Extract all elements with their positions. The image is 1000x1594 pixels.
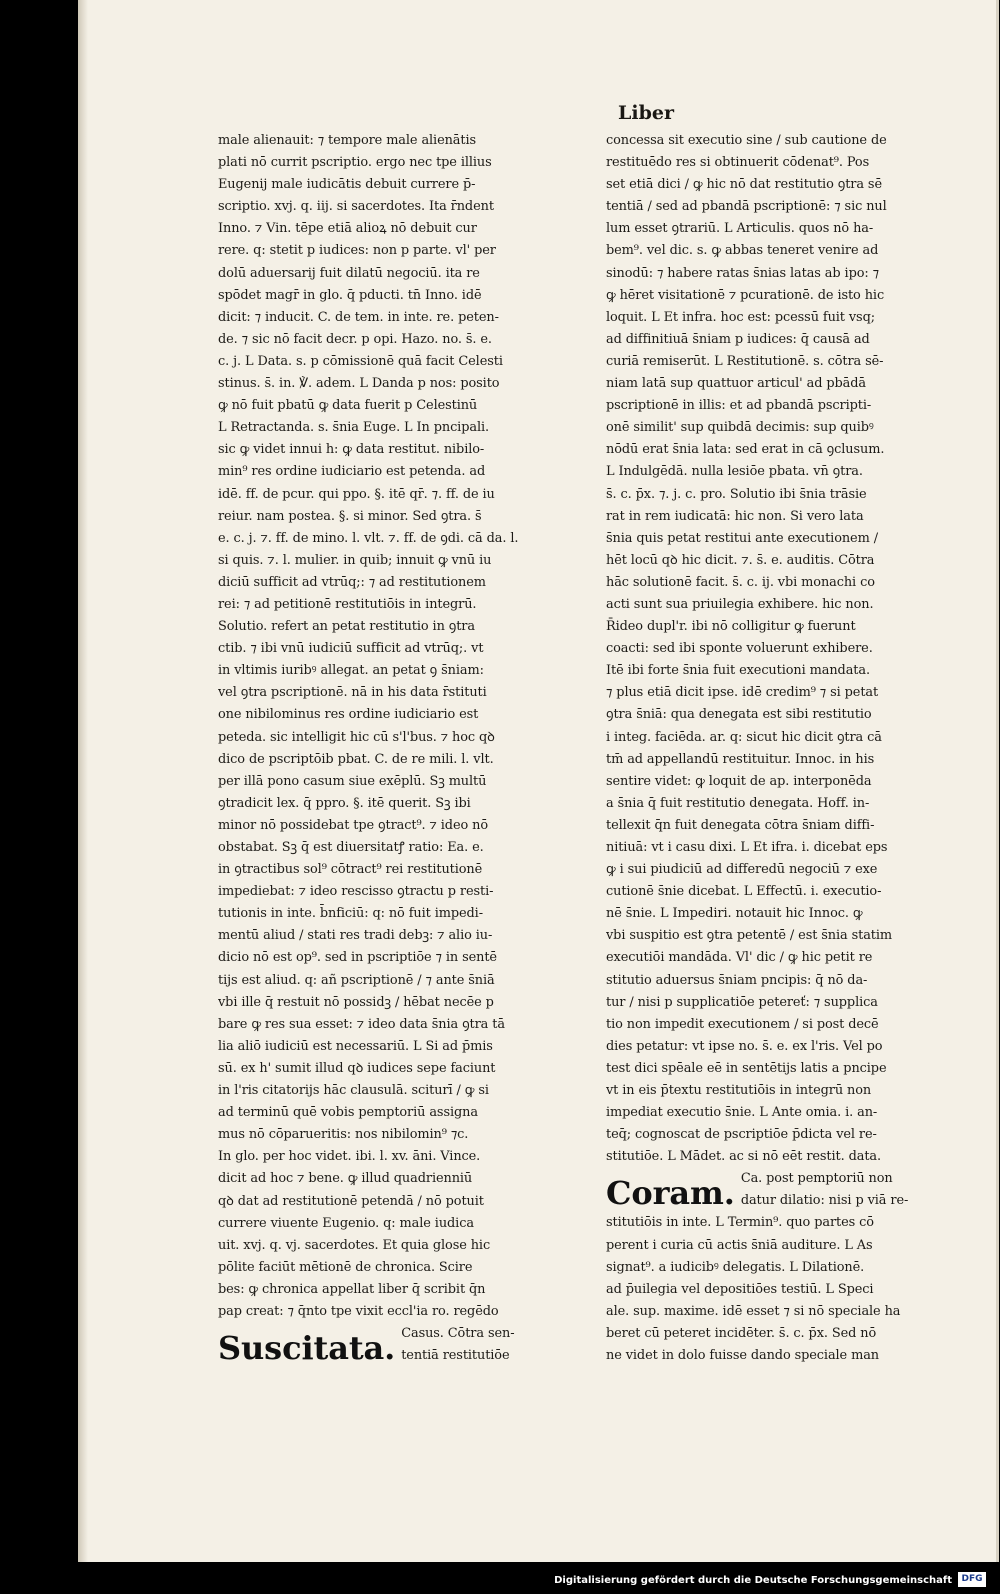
text-line: restituēdo res si obtinuerit cōdenat⁹. Pos [606,155,870,171]
text-line: plati nō currit pscriptio. ergo nec tpe illius [218,155,492,171]
page-gutter-shadow [78,0,88,1562]
text-line: cutionē s̄nie dicebat. L Effectū. i. executio- [606,884,882,900]
text-line: s̄. c. p̄x. ⁊. j. c. pro. Solutio ibi s̄nia trāsie [606,486,867,502]
text-line: ale. sup. maxime. idē esset ⁊ si nō speciale ha [606,1303,901,1319]
text-line: ꝙ hēret visitationē ⁊ pcurationē. de isto hic [606,287,885,303]
text-line: tijs est aliud. q: añ pscriptionē / ⁊ ante s̄niā [218,972,495,988]
right-text-column [606,130,951,1367]
text-line: ꝯtra s̄niā: qua denegata est sibi restitutio [606,707,872,723]
text-line: currere viuente Eugenio. q: male iudica [218,1215,474,1231]
text-line: de. ⁊ sic nō facit decr. p opi. Hazo. no. s̄. e. [218,331,492,347]
text-line: stitutiōe. L Mādet. ac si nō eēt restit. data. [606,1149,882,1165]
text-line: tutionis in inte. b̄nficiū: q: nō fuit impedi- [218,906,483,922]
text-line: dicit: ⁊ inducit. C. de tem. in inte. re. peten- [218,309,499,325]
text-line: ꝙ nō fuit pbatū ꝙ data fuerit p Celestinū [218,398,478,414]
text-line: sentire videt: ꝙ loquit de ap. interponēda [606,773,872,789]
dfg-logo: DFG [958,1572,986,1587]
text-line: ctib. ⁊ ibi vnū iudiciū sufficit ad vtrūq;. vt [218,641,484,657]
text-line: ad terminū quē vobis pemptoriū assigna [218,1105,478,1121]
text-line: stinus. s̄. in. ℣. adem. L Danda p nos: posito [218,376,500,392]
decorated-initial-row [218,1323,543,1367]
text-line: Solutio. refert an petat restitutio in ꝯtra [218,619,475,635]
initial-side-text [741,1168,908,1212]
text-line: idē. ff. de pcur. qui ppo. §. itē qr̄. ⁊. ff. de iu [218,486,495,502]
text-line: ⁊ plus etiā dicit ipse. idē credim⁹ ⁊ si petat [606,685,879,701]
book-page [78,0,999,1562]
text-line: sinodū: ⁊ habere ratas s̄nias latas ab ipo: ⁊ [606,265,879,281]
text-line: in l'ris citatorijs hāc clausulā. sciturī / ꝙ si [218,1083,489,1099]
text-line: R̄ideo dupl'r. ibi nō colligitur ꝙ fuerunt [606,619,856,635]
text-line: tio non impedit executionem / si post decē [606,1016,879,1032]
text-line: vt in eis p̄textu restitutiōis in integrū non [606,1083,872,1099]
text-line: pap creat: ⁊ q̄nto tpe vixit eccl'ia ro. regēdo [218,1303,499,1319]
text-line: hāc solutionē facit. s̄. c. ij. vbi monachi co [606,574,875,590]
decorated-initial-row [606,1168,951,1212]
text-line: bare ꝙ res sua esset: ⁊ ideo data s̄nia ꝯtra tā [218,1016,505,1032]
text-line: lia aliō iudiciū est necessariū. L Si ad p̄mis [218,1038,493,1054]
text-line: beret cū peteret incidēter. s̄. c. p̄x. Sed nō [606,1325,877,1341]
text-line: signat⁹. a iudicibꝰ delegatis. L Dilationē. [606,1259,865,1275]
text-line: niam latā sup quattuor articul' ad pbādā [606,376,866,392]
text-line: minor nō possidebat tpe ꝯtract⁹. ⁊ ideo nō [218,817,489,833]
text-line: c. j. L Data. s. p cōmissionē quā facit Celesti [218,353,503,369]
text-line: mentū aliud / stati res tradi debꝫ: ⁊ alio iu- [218,928,493,944]
text-line: acti sunt sua priuilegia exhibere. hic non. [606,596,874,612]
text-line: dolū aduersarij fuit dilatū negociū. ita re [218,265,480,281]
text-line: coacti: sed ibi sponte voluerunt exhibere. [606,641,873,657]
text-line: dicio nō est op⁹. sed in pscriptiōe ⁊ in sentē [218,950,497,966]
text-line: pōlite faciūt mētionē de chronica. Scire [218,1259,473,1275]
text-line: bes: ꝙ chronica appellat liber q̄ scribit q̄n [218,1281,486,1297]
text-line: L Indulgēdā. nulla lesiōe pbata. vn̄ ꝯtra. [606,464,863,480]
text-line: a s̄nia q̄ fuit restitutio denegata. Hoff. in- [606,795,870,811]
text-line: rei: ⁊ ad petitionē restitutiōis in integrū. [218,596,477,612]
text-line: tm̄ ad appellandū restituitur. Innoc. in his [606,751,875,767]
text-line: rere. q: stetit p iudices: non p parte. vl' per [218,243,496,259]
text-line: i integ. faciēda. ar. q: sicut hic dicit ꝯtra cā [606,729,882,745]
text-line: vbi ille q̄ restuit nō possidꝫ / hēbat necēe p [218,994,494,1010]
text-line: sic ꝙ videt innui h: ꝙ data restitut. nibilo- [218,442,485,458]
initial-side-text [401,1323,514,1367]
text-line: onē similit' sup quibdā decimis: sup quibꝰ [606,420,874,436]
text-line: si quis. ⁊. l. mulier. in quib; innuit ꝙ vnū iu [218,552,492,568]
text-line: datur dilatio: nisi p viā re- [740,1193,909,1209]
text-line: pscriptionē in illis: et ad pbandā pscripti- [606,398,872,414]
text-line: nōdū erat s̄nia lata: sed erat in cā ꝯclusum. [606,442,885,458]
text-line: s̄nia quis petat restitui ante executionem / [606,530,878,546]
text-line: stitutio aduersus s̄niam pncipis: q̄ nō da- [606,972,868,988]
digitization-footer [0,1566,1000,1594]
text-line: nē s̄nie. L Impediri. notauit hic Innoc. ꝙ [606,906,863,922]
text-line: loquit. L Et infra. hoc est: pcessū fuit vsq; [606,309,875,325]
text-line: tentiā / sed ad pbandā pscriptionē: ⁊ sic nul [606,199,887,215]
text-line: obstabat. Sꝫ q̄ est diuersitatꝭ ratio: Ea. e. [218,840,484,855]
text-line: one nibilominus res ordine iudiciario est [218,707,479,723]
text-line: in vltimis iuribꝰ allegat. an petat ꝯ s̄niam: [218,663,484,679]
text-line: vel ꝯtra pscriptionē. nā in his data r̄stituti [218,685,487,701]
text-line: curiā remiserūt. L Restitutionē. s. cōtra sē- [606,353,884,369]
footer-credit: Digitalisierung gefördert durch die Deutsche Forschungsgemeinschaft [554,1574,952,1586]
text-line: stitutiōis in inte. L Termin⁹. quo partes cō [606,1215,874,1231]
text-line: lum esset ꝯtrariū. L Articulis. quos nō ha- [606,221,874,237]
text-line: Casus. Cōtra sen- [401,1326,515,1342]
text-line: concessa sit executio sine / sub cautione de [606,133,887,148]
text-line: ad diffinitiuā s̄niam p iudices: q̄ causā ad [606,331,870,347]
text-line: impediebat: ⁊ ideo rescisso ꝯtractu p resti- [218,884,494,900]
text-line: min⁹ res ordine iudiciario est petenda. ad [218,464,486,480]
text-line: diciū sufficit ad vtrūq;: ⁊ ad restitutionem [218,574,486,590]
text-line: impediat executio s̄nie. L Ante omia. i. an- [606,1105,878,1121]
text-line: teq̄; cognoscat de pscriptiōe p̄dicta vel re- [606,1127,877,1143]
text-line: mus nō cōparueritis: nos nibilomin⁹ ⁊c. [218,1127,469,1143]
text-line: male alienauit: ⁊ tempore male alienātis [218,133,477,148]
text-line: Ca. post pemptoriū non [740,1171,893,1187]
text-line: ꝙ i sui piudiciū ad differedū negociū ⁊ exe [606,862,878,878]
text-line: scriptio. xvj. q. iij. si sacerdotes. Ita r̄ndent [218,199,494,215]
text-line: tur / nisi p supplicatiōe petereť: ⁊ supplica [606,994,878,1010]
left-text-column [218,130,543,1367]
running-header: Liber [618,102,674,124]
text-line: Inno. ⁊ Vin. tēpe etiā alioꝝ nō debuit cur [218,221,477,237]
text-line: e. c. j. ⁊. ff. de mino. l. vlt. ⁊. ff. de ꝯdi. cā da. l. [218,530,519,546]
text-line: sū. ex h' sumit illud qꝺ iudices sepe faciunt [218,1060,496,1076]
text-line: bem⁹. vel dic. s. ꝙ abbas teneret venire ad [606,243,879,259]
text-line: qꝺ dat ad restitutionē petendā / nō potuit [218,1193,484,1209]
text-line: dicit ad hoc ⁊ bene. ꝙ illud quadrienniū [218,1171,473,1187]
text-line: dies petatur: vt ipse no. s̄. e. ex l'ris. Vel po [606,1038,883,1054]
text-line: dico de pscriptōib pbat. C. de re mili. l. vlt. [218,751,494,767]
text-line: ꝯtradicit lex. q̄ ppro. §. itē querit. Sꝫ ibi [218,795,471,811]
text-line: in ꝯtractibus sol⁹ cōtract⁹ rei restitutionē [218,862,483,878]
text-line: set etiā dici / ꝙ hic nō dat restitutio ꝯtra sē [606,177,882,193]
decorated-initial: Suscitata. [218,1329,396,1368]
text-line: per illā pono casum siue exēplū. Sꝫ multū [218,773,487,789]
text-line: reiur. nam postea. §. si minor. Sed ꝯtra. s̄ [218,508,482,524]
text-line: L Retractanda. s. s̄nia Euge. L In pncipali. [218,420,489,436]
text-line: ne videt in dolo fuisse dando speciale man [606,1347,879,1363]
text-line: spōdet magr̄ in glo. q̄ pducti. tn̄ Inno. idē [218,287,482,303]
text-line: Itē ibi forte s̄nia fuit executioni mandata. [606,663,870,679]
text-line: tentiā restitutiōe [401,1348,510,1364]
text-line: vbi suspitio est ꝯtra petentē / est s̄nia statim [606,928,893,944]
text-line: In glo. per hoc videt. ibi. l. xv. āni. Vince. [218,1149,481,1165]
text-line: perent i curia cū actis s̄niā auditure. L As [606,1237,873,1253]
text-line: Eugenij male iudicātis debuit currere p̄- [218,177,476,193]
text-line: ad p̄uilegia vel depositiōes testiū. L Speci [606,1281,874,1297]
text-line: test dici spēale eē in sentētijs latis a pncipe [606,1060,887,1076]
text-line: nitiuā: vt i casu dixi. L Et ifra. i. dicebat eps [606,840,888,855]
text-line: hēt locū qꝺ hic dicit. ⁊. s̄. e. auditis. Cōtra [606,552,875,568]
text-line: executiōi mandāda. Vl' dic / ꝙ hic petit re [606,950,873,966]
text-line: uit. xvj. q. vj. sacerdotes. Et quia glose hic [218,1237,491,1253]
decorated-initial: Coram. [606,1174,735,1213]
text-line: rat in rem iudicatā: hic non. Si vero lata [606,508,864,524]
text-line: tellexit q̄n fuit denegata cōtra s̄niam diffi- [606,817,875,833]
text-line: peteda. sic intelligit hic cū s'l'bus. ⁊ hoc qꝺ [218,729,495,745]
